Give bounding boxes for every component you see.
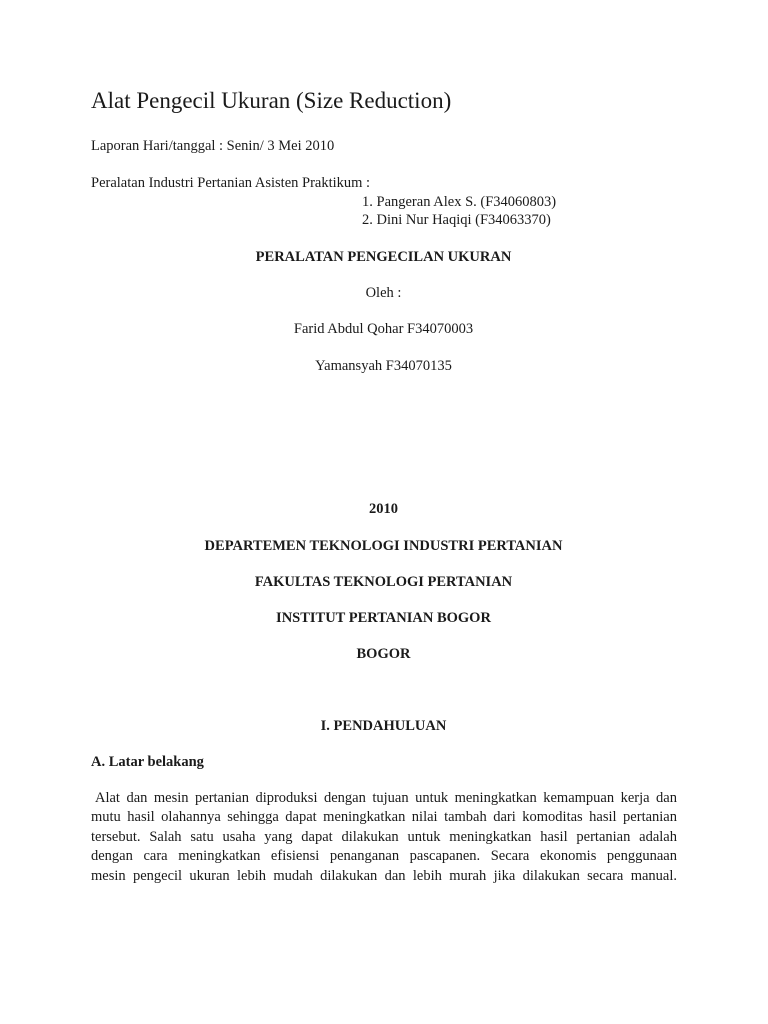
assistants-intro: Peralatan Industri Pertanian Asisten Praktikum : (91, 175, 371, 191)
section-title: A. Latar belakang (91, 754, 204, 770)
document-year: 2010 (369, 501, 398, 517)
paragraph-line: dengan cara meningkatkan efisiensi penanganan pascapanen. Secara ekonomis penggunaan (91, 848, 677, 865)
institution-faculty: FAKULTAS TEKNOLOGI PERTANIAN (254, 574, 513, 590)
by-label: Oleh : (365, 285, 402, 301)
institution-department: DEPARTEMEN TEKNOLOGI INDUSTRI PERTANIAN (204, 538, 563, 554)
author-2: Yamansyah F34070135 (315, 358, 452, 374)
assistant-item-2: 2. Dini Nur Haqiqi (F34063370) (362, 212, 551, 228)
author-1: Farid Abdul Qohar F34070003 (293, 321, 474, 337)
paragraph-line: tersebut. Salah satu usaha yang dapat dilakukan untuk meningkatkan hasil pertanian adalah (91, 828, 677, 845)
document-title: Alat Pengecil Ukuran (Size Reduction) (91, 88, 452, 113)
paragraph-line: mesin pengecil ukuran lebih mudah dilakukan dan lebih murah jika dilakukan secara manual. (91, 867, 677, 884)
report-date: Laporan Hari/tanggal : Senin/ 3 Mei 2010 (91, 138, 335, 154)
paragraph-line: Alat dan mesin pertanian diproduksi dengan tujuan untuk meningkatkan kemampuan kerja dan (95, 790, 677, 806)
assistant-item-1: 1. Pangeran Alex S. (F34060803) (362, 194, 557, 210)
institution-city: BOGOR (356, 646, 411, 662)
chapter-title: I. PENDAHULUAN (320, 718, 447, 734)
institution-university: INSTITUT PERTANIAN BOGOR (276, 610, 491, 626)
background-paragraph (91, 789, 677, 886)
document-heading: PERALATAN PENGECILAN UKURAN (255, 249, 512, 265)
paragraph-line: mutu hasil olahannya sehingga dapat meningkatkan nilai tambah dari komoditas hasil pertanian (91, 809, 677, 826)
